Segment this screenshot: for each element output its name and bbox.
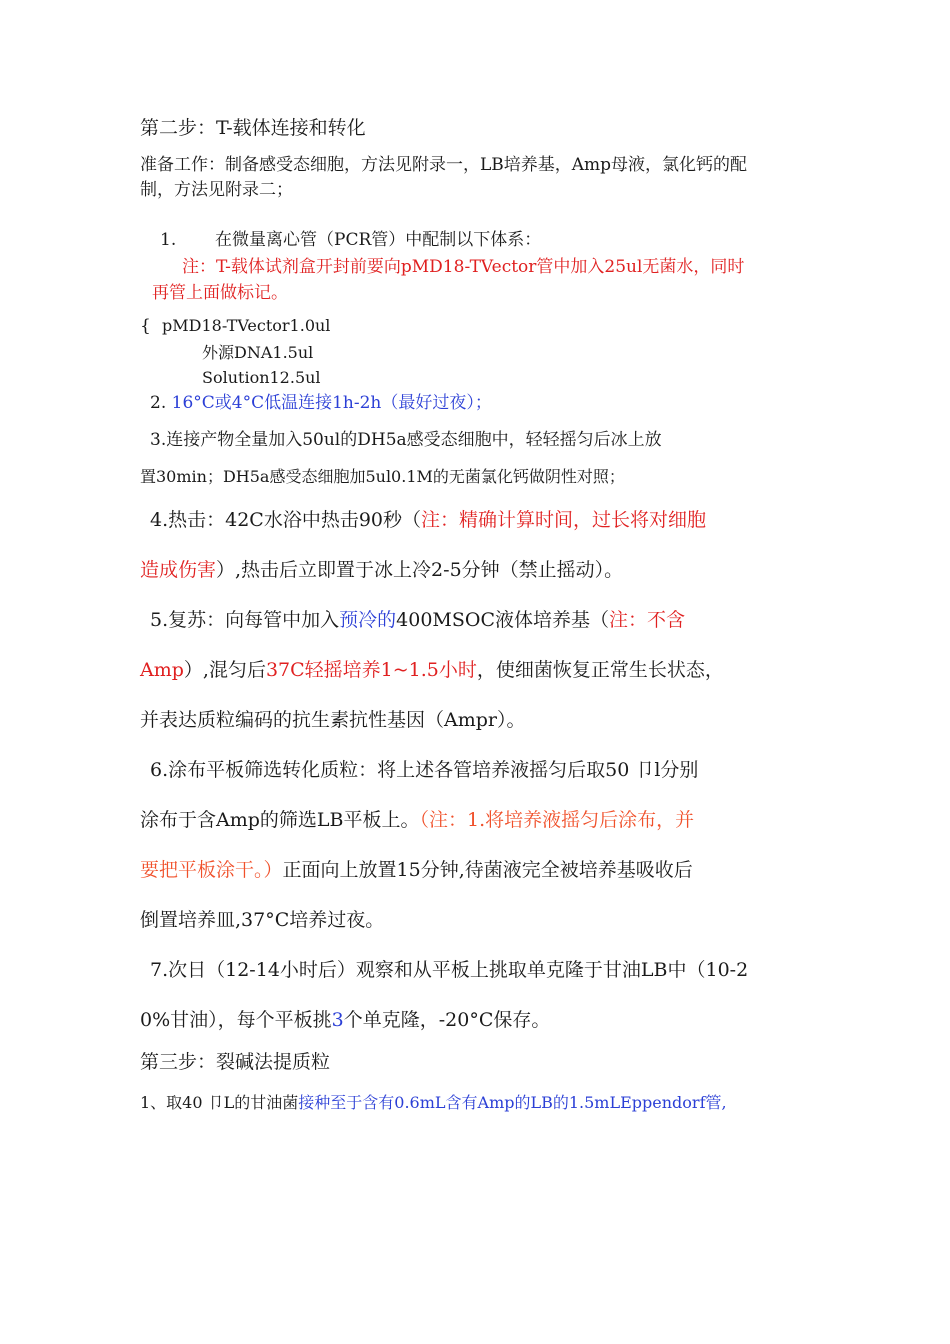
item2-number: 2. (150, 393, 167, 413)
step3-text-a: 1、取40 卩L的甘油菌 (140, 1093, 299, 1112)
item6-note-2: 要把平板涂干。） (140, 859, 283, 881)
item5-line-1 (150, 609, 685, 632)
item5-line-3: 并表达质粒编码的抗生素抗性基因（Ampr）。 (140, 709, 526, 731)
item6-text-b: 正面向上放置15分钟,待菌液完全被培养基吸收后 (282, 859, 693, 881)
step3-line-1 (140, 1093, 727, 1112)
item7-text-b: 个单克隆，-20°C保存。 (343, 1009, 551, 1031)
item1-text: 在微量离心管（PCR管）中配制以下体系： (215, 230, 542, 250)
item6-line-1: 6.涂布平板筛选转化质粒：将上述各管培养液摇匀后取50 卩l分别 (150, 759, 699, 781)
item6-line-4: 倒置培养皿,37°C培养过夜。 (140, 909, 385, 931)
item6-line-3 (140, 859, 693, 882)
item6-note-1: （注：1.将培养液摇匀后涂布，并 (419, 809, 695, 831)
system-vector: pMD18-TVector1.0ul (162, 316, 331, 335)
item4-note-1: 注：精确计算时间，过长将对细胞 (421, 509, 707, 531)
item5-precooled: 预冷的 (339, 609, 397, 631)
item3-line-2: 置30min；DH5a感受态细胞加5ul0.1M的无菌氯化钙做阴性对照； (140, 467, 625, 486)
step2-heading: 第二步：T-载体连接和转化 (140, 117, 366, 139)
system-solution: Solution12.5ul (202, 368, 321, 387)
item5-incubate: 37C轻摇培养1~1.5小时 (265, 659, 477, 681)
item2 (150, 393, 492, 413)
item4-text-b: ）,热击后立即置于冰上冷2-5分钟（禁止摇动）。 (216, 559, 624, 581)
item5-text-d: ，使细菌恢复正常生长状态， (476, 659, 724, 681)
item4-line-1 (150, 509, 706, 532)
item7-line-1: 7.次日（12-14小时后）观察和从平板上挑取单克隆于甘油LB中（10-2 (150, 959, 749, 981)
item6-line-2 (140, 809, 694, 832)
prep-line-2: 制，方法见附录二； (140, 180, 293, 200)
item6-text-a: 涂布于含Amp的筛选LB平板上。 (140, 809, 420, 831)
item4-note-2: 造成伤害 (140, 559, 217, 581)
item1-number: 1. (160, 230, 177, 250)
item3-line-1: 3.连接产物全量加入50ul的DH5a感受态细胞中，轻轻摇匀后冰上放 (150, 430, 662, 450)
step3-heading: 第三步：裂碱法提质粒 (140, 1051, 331, 1073)
item5-note-1: 注：不含 (609, 609, 686, 631)
system-dna: 外源DNA1.5ul (202, 343, 314, 362)
system-brace: { (140, 316, 151, 336)
item5-text-b: 400MSOC液体培养基（ (396, 609, 610, 631)
prep-line-1: 准备工作：制备感受态细胞，方法见附录一，LB培养基，Amp母液，氯化钙的配 (140, 155, 748, 175)
item4-text-a: 4.热击：42C水浴中热击90秒（ (150, 509, 422, 531)
item4-line-2 (140, 559, 623, 582)
item5-line-2 (140, 659, 724, 682)
item2-text: 16°C或4°C低温连接1h-2h（最好过夜）； (171, 393, 492, 413)
item1-note-line-1: 注：T-载体试剂盒开封前要向pMD18-TVector管中加入25ul无菌水，同时 (182, 257, 745, 277)
item7-count: 3 (331, 1009, 344, 1031)
item5-text-a: 5.复苏：向每管中加入 (150, 609, 340, 631)
step3-text-blue: 接种至于含有0.6mL含有Amp的LB的1.5mLEppendorf管, (298, 1093, 727, 1112)
item1-note-line-2: 再管上面做标记。 (152, 283, 288, 303)
item7-line-2 (140, 1009, 550, 1032)
item5-note-2: Amp (140, 659, 184, 681)
item5-text-c: ）,混匀后 (183, 659, 266, 681)
item7-text-a: 0%甘油），每个平板挑 (140, 1009, 332, 1031)
